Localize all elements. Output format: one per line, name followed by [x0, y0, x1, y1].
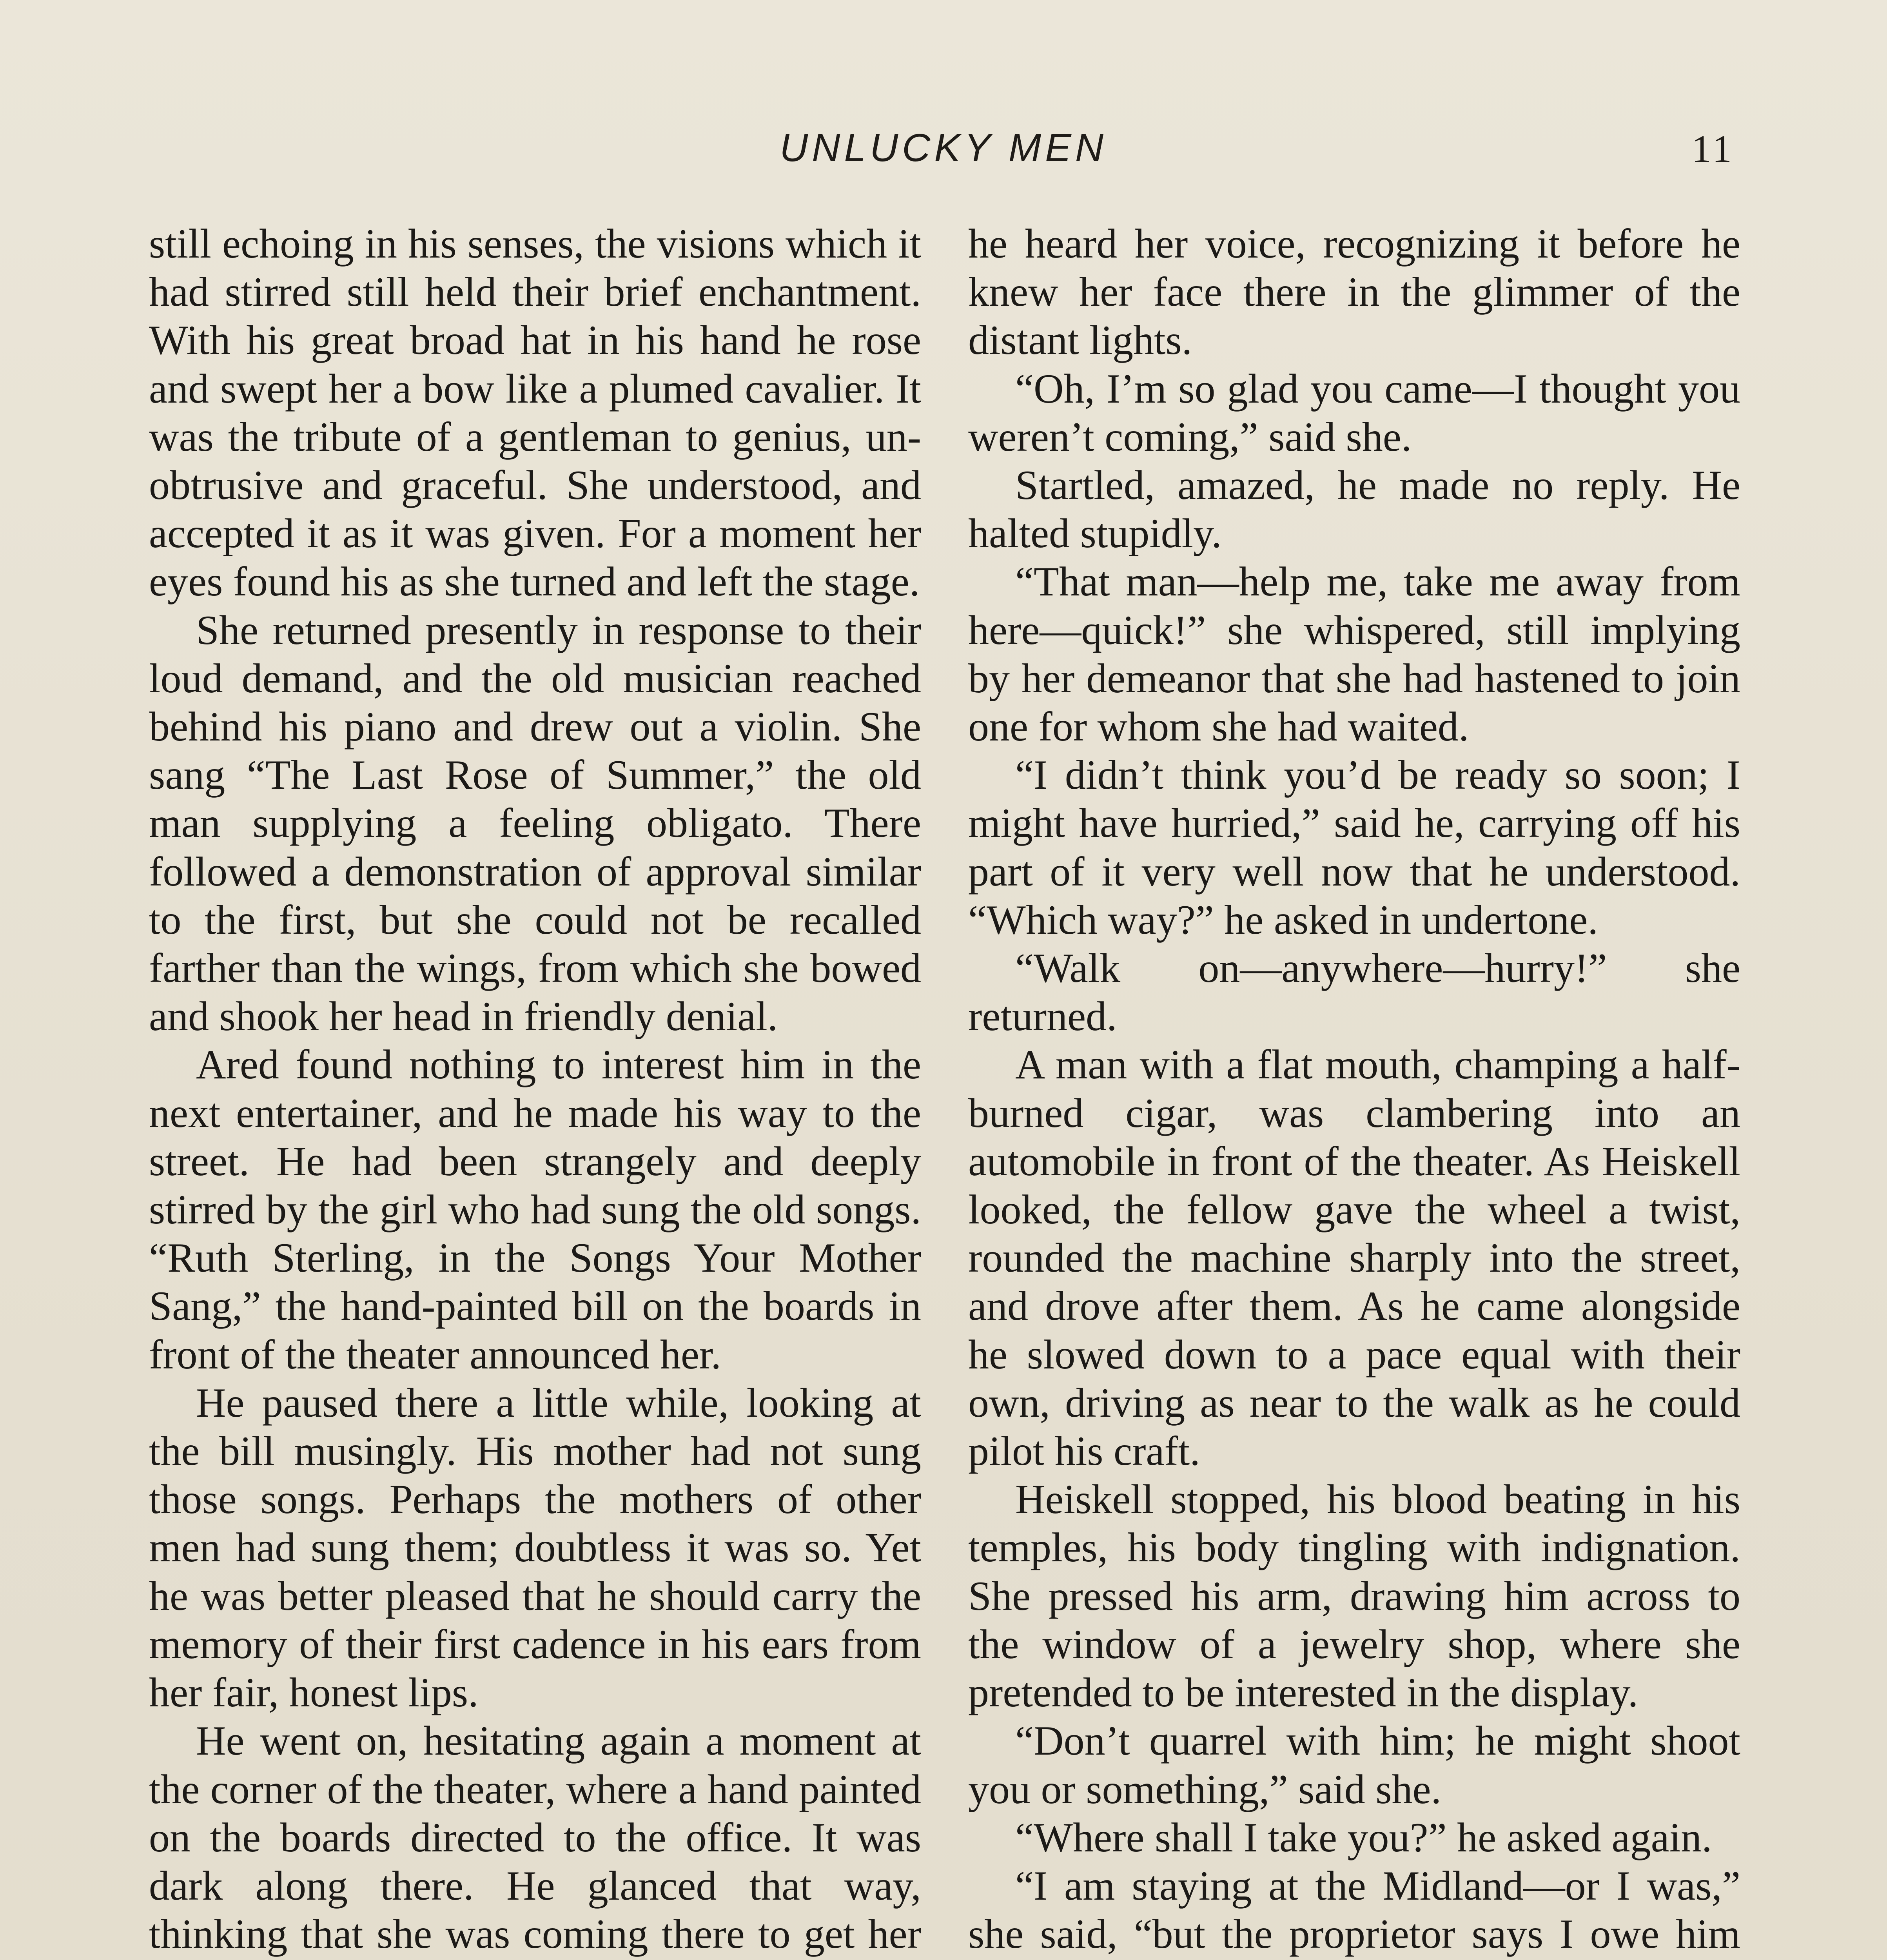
paragraph: “Don’t quarrel with him; he might shoot you or something,” said she. [968, 1718, 1740, 1812]
paragraph: He went on, hesitating again a moment at the corner of the theater, where a hand painted on the boards directed to the office. It was dark along there. He glanced that way, thinking that she was coming there to get her [149, 1718, 921, 1957]
left-text-column [149, 220, 921, 1960]
paragraph: He paused there a little while, looking at the bill musingly. His mother had not sung those songs. Perhaps the mothers of other men had sung them; doubtless it was so. Yet he was better pleased that he should carry the memory of their first cadence in his ears from her fair, honest lips. [149, 1379, 921, 1716]
running-header-title: UNLUCKY MEN [779, 126, 1108, 170]
paragraph: “Where shall I take you?” he asked again. [1015, 1814, 1712, 1860]
paragraph: She returned presently in response to their loud demand, and the old musician reached behind his piano and drew out a violin. She sang “The Last Rose of Summer,” the old man supplying a feeling obligato. There followed a demonstration of approval similar to the first, but she could not be recalled farther than the wings, from which she bowed and shook her head in friendly denial. [149, 607, 921, 1040]
paragraph: “I didn’t think you’d be ready so soon; I might have hurried,” said he, carrying off his part of it very well now that he understood. “Which way?” he asked in undertone. [968, 752, 1740, 943]
paragraph: “That man—help me, take me away from here—quick!” she whispered, still implying by her demeanor that she had hastened to join one for whom she had waited. [968, 559, 1740, 750]
paragraph: he heard her voice, recognizing it before he knew her face there in the glimmer of the distant lights. [968, 221, 1740, 363]
paragraph: “Walk on—anywhere—hurry!” she returned. [968, 945, 1740, 1040]
right-text-column [968, 220, 1740, 1960]
paragraph: “Oh, I’m so glad you came—I thought you weren’t coming,” said she. [968, 365, 1740, 460]
paragraph: still echoing in his senses, the visions which it had stirred still held their brief enchantment. With his great broad hat in his hand he rose and swept her a bow like a plumed cavalier. It was the tribute of a gentleman to genius, unobtrusive and graceful. She understood, and accepted it as it was given. For a moment her eyes found his as she turned and left the stage. [149, 221, 921, 605]
paragraph: “I am staying at the Midland—or I was,” she said, “but the proprietor says I owe him [968, 1862, 1740, 1957]
page-number: 11 [1691, 127, 1734, 171]
paragraph: Startled, amazed, he made no reply. He halted stupidly. [968, 462, 1740, 557]
paragraph: Heiskell stopped, his blood beating in his temples, his body tingling with indignation. She pressed his arm, drawing him across to the window of a jewelry shop, where she pretended to be interested in the display. [968, 1476, 1740, 1716]
paragraph: Ared found nothing to interest him in the next entertainer, and he made his way to the street. He had been strangely and deeply stirred by the girl who had sung the old songs. “Ruth Sterling, in the Songs Your Mother Sang,” the hand-painted bill on the boards in front of the theater announced her. [149, 1042, 921, 1377]
paragraph: A man with a flat mouth, champing a half-burned cigar, was clambering into an automobile in front of the theater. As Heiskell looked, the fellow gave the wheel a twist, rounded the machine sharply into the street, and drove after them. As he came alongside he slowed down to a pace equal with their own, driving as near to the walk as he could pilot his craft. [968, 1042, 1740, 1474]
